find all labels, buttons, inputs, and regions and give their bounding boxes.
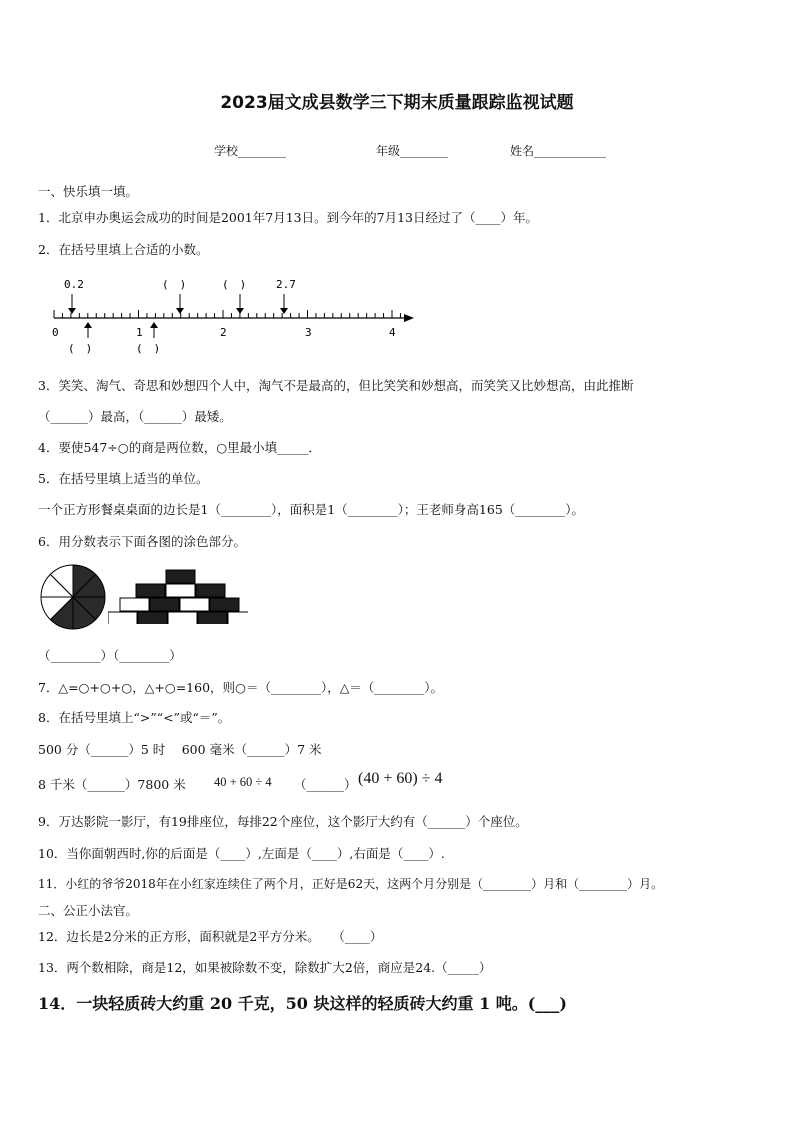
brick-rows bbox=[108, 570, 248, 624]
number-line-top-label: ( ) bbox=[162, 278, 187, 291]
arrow-down-head bbox=[68, 308, 76, 314]
tick-label: 4 bbox=[389, 326, 396, 339]
arrow-down-head bbox=[176, 308, 184, 314]
number-line-top-label: 2.7 bbox=[276, 278, 296, 291]
expression-2: (40 + 60) ÷ 4 bbox=[358, 770, 443, 787]
school-field: 学校________ bbox=[214, 144, 287, 158]
number-line-bottom-label: ( ) bbox=[68, 342, 93, 355]
question-6: 6．用分数表示下面各图的涂色部分。 bbox=[38, 534, 246, 549]
question-13: 13．两个数相除，商是12，如果被除数不变，除数扩大2倍，商应是24.（_____） bbox=[38, 960, 492, 975]
number-line-ticks bbox=[54, 310, 400, 318]
expression-1: 40 + 60 ÷ 4 bbox=[214, 775, 272, 789]
arrow-up-head bbox=[150, 322, 158, 328]
question-3-answer: （______）最高，（______）最矮。 bbox=[38, 409, 232, 424]
brick bbox=[228, 612, 248, 624]
tick-label: 3 bbox=[305, 326, 312, 339]
question-5: 5．在括号里填上适当的单位。 bbox=[38, 471, 209, 486]
grade-field: 年级________ bbox=[376, 144, 449, 158]
brick bbox=[166, 570, 195, 583]
name-field: 姓名____________ bbox=[510, 144, 607, 158]
number-line-bottom-label: ( ) bbox=[136, 342, 161, 355]
brick bbox=[136, 584, 165, 597]
brick bbox=[150, 598, 179, 611]
axis-arrow-icon bbox=[404, 314, 414, 322]
brick bbox=[180, 598, 209, 611]
question-5-detail: 一个正方形餐桌桌面的边长是1（________），面积是1（________）；王老师身高165（________）。 bbox=[38, 502, 585, 517]
number-line-top-label: 0.2 bbox=[64, 278, 84, 291]
pie-figure bbox=[38, 562, 108, 632]
tick-label: 1 bbox=[136, 326, 143, 339]
brick bbox=[108, 612, 137, 624]
question-11: 11．小红的爷爷2018年在小红家连续住了两个月，正好是62天，这两个月分别是（________）月和（________）月。 bbox=[38, 877, 664, 891]
number-line-top-label: ( ) bbox=[222, 278, 247, 291]
arrow-up-head bbox=[84, 322, 92, 328]
question-10: 10．当你面朝西时,你的后面是（____）,左面是（____）,右面是（____）. bbox=[38, 846, 445, 861]
question-8: 8．在括号里填上“>”“<”或“＝”。 bbox=[38, 710, 231, 725]
tick-label: 0 bbox=[52, 326, 59, 339]
question-1: 1．北京申办奥运会成功的时间是2001年7月13日。到今年的7月13日经过了（____）年。 bbox=[38, 210, 538, 225]
page-title: 2023届文成县数学三下期末质量跟踪监视试题 bbox=[220, 93, 574, 113]
brick bbox=[138, 612, 167, 624]
tick-label: 2 bbox=[220, 326, 227, 339]
section-1-heading: 一、快乐填一填。 bbox=[38, 184, 139, 199]
question-7: 7．△=○+○+○，△+○=160，则○＝（________），△＝（________）。 bbox=[38, 680, 444, 695]
pie-segments bbox=[41, 565, 105, 629]
question-2: 2．在括号里填上合适的小数。 bbox=[38, 242, 209, 257]
brick bbox=[198, 612, 227, 624]
question-8-row-2-left: 8 千米（______）7800 米 bbox=[38, 777, 186, 792]
brick bbox=[166, 584, 195, 597]
question-14: 14．一块轻质砖大约重 20 千克，50 块这样的轻质砖大约重 1 吨。(___) bbox=[38, 994, 567, 1013]
section-2-heading: 二、公正小法官。 bbox=[38, 903, 139, 918]
arrow-down-head bbox=[280, 308, 288, 314]
question-6-answer: （________）（________） bbox=[38, 648, 182, 663]
brick-figure bbox=[108, 568, 248, 624]
question-8-row-1: 500 分（______）5 时 600 毫米（______）7 米 bbox=[38, 742, 322, 757]
question-4: 4．要使547÷○的商是两位数，○里最小填_____． bbox=[38, 440, 321, 455]
question-3: 3．笑笑、淘气、奇思和妙想四个人中，淘气不是最高的，但比笑笑和妙想高，而笑笑又比妙想高，由此推断 bbox=[38, 378, 634, 393]
number-line-figure bbox=[40, 272, 420, 358]
brick bbox=[196, 584, 225, 597]
brick bbox=[120, 598, 149, 611]
brick bbox=[210, 598, 239, 611]
question-9: 9．万达影院一影厅，有19排座位，每排22个座位，这个影厅大约有（______）个座位。 bbox=[38, 814, 528, 829]
brick bbox=[168, 612, 197, 624]
comparison-blank: （______） bbox=[294, 777, 357, 792]
question-12: 12．边长是2分米的正方形，面积就是2平方分米。 （____） bbox=[38, 929, 383, 944]
